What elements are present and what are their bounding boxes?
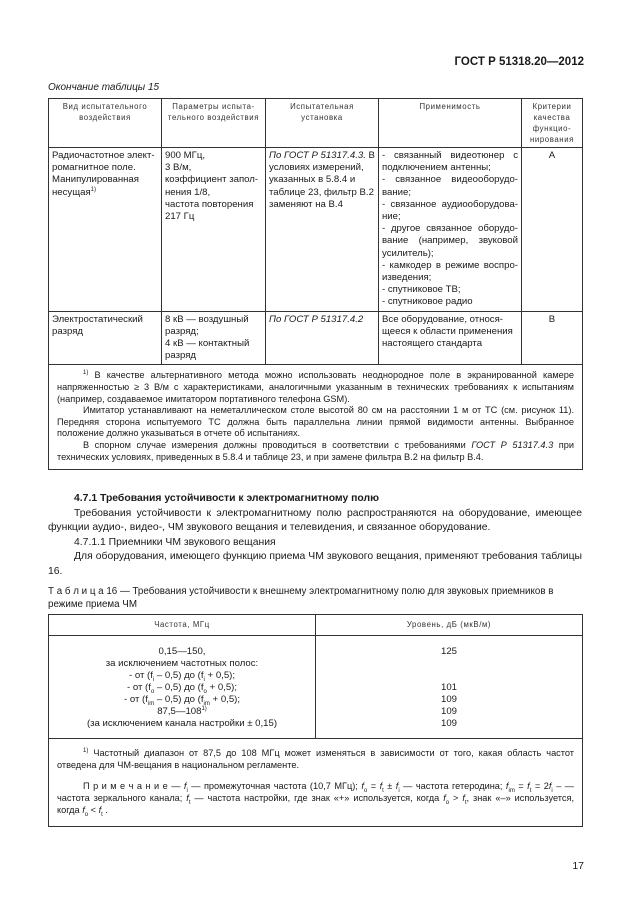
table-16-caption: Т а б л и ц а 16 — Требования устойчивости к внешнему электромагнитному полю для звуковых приемников в режиме приема ЧМ: [48, 586, 554, 610]
page-number: 17: [572, 860, 584, 872]
column-header: Применимость: [379, 99, 522, 148]
column-header: Критерии качества функцио-нирования: [522, 99, 583, 148]
test-params-cell: 900 МГц, 3 В/м, коэффициент запол-нения 1/8, частота повторения 217 Гц: [162, 148, 266, 312]
test-params-cell: 8 кВ — воздушный разряд; 4 кВ — контактный разряд: [162, 311, 266, 365]
section-heading: 4.7.1 Требования устойчивости к электромагнитному полю: [74, 493, 379, 504]
table-row: [49, 636, 583, 739]
footnote-marker: 1): [201, 705, 207, 712]
footnote-marker: 1): [83, 370, 89, 377]
column-header: Уровень, дБ (мкВ/м): [316, 615, 583, 636]
paragraph: Для оборудования, имеющего функцию приема ЧМ звукового вещания, применяют требования таблицы 16.: [48, 551, 582, 577]
frequency-cell: 0,15—150, за исключением частотных полос: - от $(f_i - 0,5)$ до $(f_i + 0,5)$; - от $(f_o - 0,5)$ до $(f_o + 0,5)$; - от $(f_{im} - 0,5)$ до $(f_{im} + 0,5)$; 87,5—108$^{1)}$ (за исключением канала настройки ± 0,15): [49, 636, 316, 739]
section-4-7-1: [48, 492, 582, 579]
standard-number: ГОСТ Р 51318.20—2012: [454, 56, 584, 68]
criterion-cell: А: [522, 148, 583, 312]
table-footnote: $^{1)}$ Частотный диапазон от 87,5 до 108 МГц может изменяться в зависимости от того, какая область частот отведена для ЧМ-вещания в национальном регламенте. П р и м е ч а н и е — $f_i$ — промежуточная частота (10,7 МГц); $f_o = f_t \pm f_i$ — частота гетеродина; $f_{im} = f_t = 2f_i$ – — частота зеркального канала; $f_t$ — частота настройки, где знак «+» используется, когда $f_o > f_t$, знак «–» используется, когда $f_o < f_t$ .: [49, 739, 583, 827]
applicability-cell: - связанный видеотюнер с подключением антенны; - связанное видеооборудо-вание; - связанное аудиооборудова-ние; - другое связанное оборудо-вание (например, звуковой усилитель); - камкодер в режиме воспро-изведения; - спутниковое ТВ; - спутниковое радио: [379, 148, 522, 312]
footnote-row: [49, 739, 583, 827]
column-header: Вид испытательного воздействия: [49, 99, 162, 148]
level-cell: 125 101 109 109 109: [316, 636, 583, 739]
footnote-row: [49, 365, 583, 470]
table-16: [48, 614, 583, 827]
column-header: Параметры испыта-тельного воздействия: [162, 99, 266, 148]
column-header: Частота, МГц: [49, 615, 316, 636]
table-footnote: $^{1)}$ В качестве альтернативного метода можно использовать неоднородное поле в экранированной камере напряженностью ≥ 3 В/м с характеристиками, аналогичными указанным в технических требованиях к испытаниям (например, создаваемое имитатором портативного телефона GSM). Имитатор устанавливают на неметаллическом столе высотой 80 см на расстоянии 1 м от ТС (см. рисунок 11). Передняя сторона испытуемого ТС должна быть параллельна линии прямой видимости антенны. Выбранное положение должно указываться в отчете об испытаниях. В спорном случае измерения должны проводиться в соответствии с требованиями ГОСТ Р 51317.4.3 при технических условиях, приведенных в 5.8.4 и таблице 23, и при замене фильтра В.2 на фильтр В.4.: [49, 365, 583, 470]
footnote-marker: 1): [90, 186, 96, 193]
table-row: [49, 148, 583, 312]
subsection-heading: 4.7.1.1 Приемники ЧМ звукового вещания: [74, 536, 276, 548]
table-header-row: [49, 615, 583, 636]
table-note: П р и м е ч а н и е — $f_i$ — промежуточная частота (10,7 МГц); $f_o = f_t \pm f_i$ — частота гетеродина; $f_{im} = f_t = 2f_i$ – — частота зеркального канала; $f_t$ — частота настройки, где знак «+» используется, когда $f_o > f_t$, знак «–» используется, когда $f_o < f_t$ .: [57, 781, 574, 818]
table-15: [48, 98, 583, 470]
table-continuation-label: Окончание таблицы 15: [48, 82, 160, 93]
test-type-cell: Электростатический разряд: [49, 311, 162, 365]
test-setup-cell: По ГОСТ Р 51317.4.2: [266, 311, 379, 365]
applicability-cell: Все оборудование, относя-щееся к области применения настоящего стандарта: [379, 311, 522, 365]
table-header-row: [49, 99, 583, 148]
criterion-cell: В: [522, 311, 583, 365]
footnote-marker: 1): [83, 747, 89, 754]
table-row: [49, 311, 583, 365]
column-header: Испытательная установка: [266, 99, 379, 148]
test-setup-cell: По ГОСТ Р 51317.4.3. В условиях измерений, указанных в 5.8.4 и таблице 23, фильтр В.2 заменяют на В.4: [266, 148, 379, 312]
paragraph: Требования устойчивости к электромагнитному полю распространяются на оборудование, имеющее функции аудио-, видео-, ЧМ звукового вещания и телевидения, и связанное оборудование.: [48, 507, 582, 533]
test-type-cell: Радиочастотное элект-ромагнитное поле. Манипулированная несущая$^{1)}$: [49, 148, 162, 312]
